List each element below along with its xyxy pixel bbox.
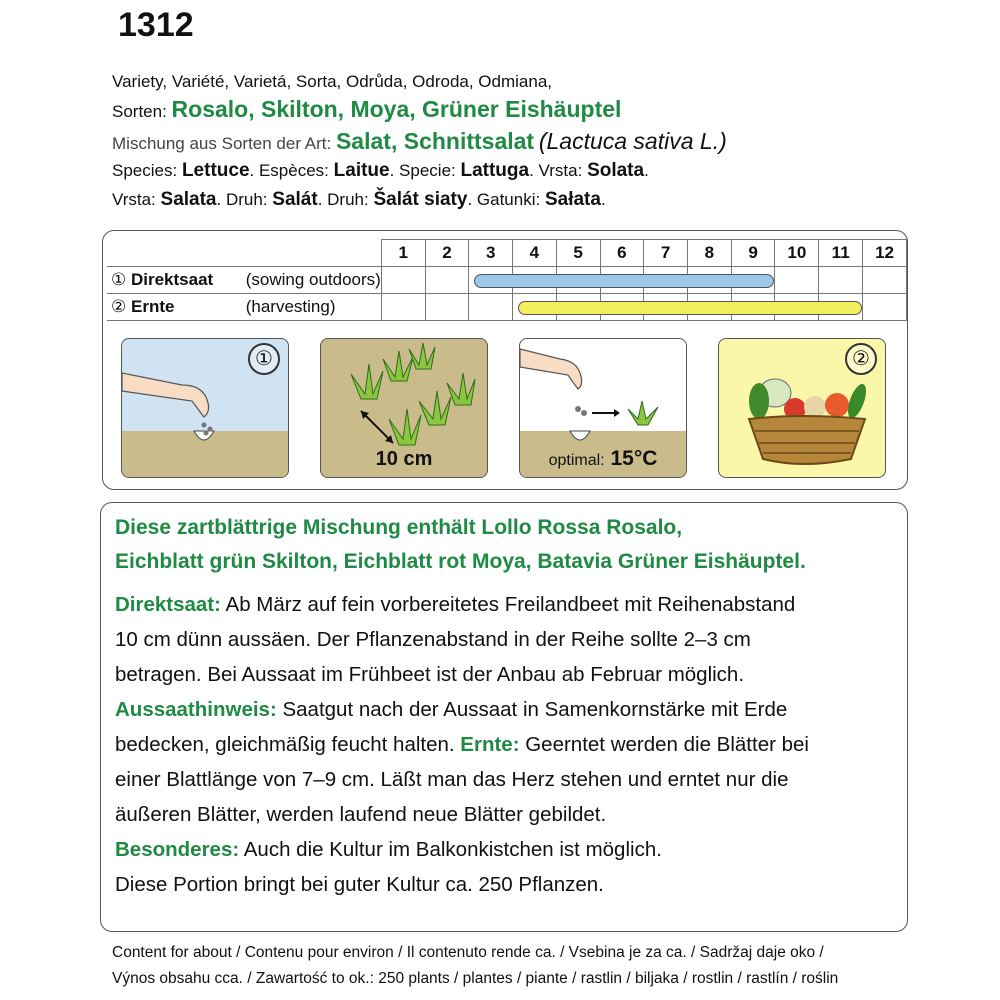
- tile-spacing: [320, 338, 488, 478]
- species-value-cs: Salát: [272, 189, 318, 210]
- species-value-sl: Solata: [587, 160, 645, 181]
- aussaat-label: Aussaathinweis:: [115, 698, 277, 721]
- month-3: 3: [469, 240, 513, 267]
- tile-sowing: [121, 338, 289, 478]
- calendar-header-row: [107, 240, 907, 267]
- species-value-it: Lattuga: [460, 160, 530, 181]
- aussaat-line-2: [115, 727, 809, 762]
- month-4: 4: [513, 240, 557, 267]
- month-9: 9: [731, 240, 775, 267]
- cal-cell: [381, 294, 425, 321]
- portion-text: Diese Portion bringt bei guter Kultur ca. 250 Pflanzen.: [115, 873, 604, 896]
- month-1: 1: [381, 240, 425, 267]
- species-line: Species: Lettuce. Espèces: Laitue. Specie: Lattuga. Vrsta: Solata.: [112, 160, 649, 181]
- mischung-value: Salat, Schnittsalat: [335, 128, 535, 154]
- direktsaat-label: Direktsaat:: [115, 593, 221, 616]
- latin-name: (Lactuca sativa L.): [538, 128, 727, 154]
- optimal-temperature: 15°C: [610, 447, 658, 470]
- month-8: 8: [687, 240, 731, 267]
- month-12: 12: [863, 240, 907, 267]
- cal-cell: [863, 267, 907, 294]
- description-intro: [115, 511, 806, 579]
- product-number: 1312: [118, 6, 194, 44]
- row-name-harvest: Ernte: [130, 297, 175, 316]
- season-bar-sowing: [474, 274, 774, 288]
- sowing-calendar-panel: [102, 230, 908, 490]
- cal-cell: [425, 294, 469, 321]
- badge-1-icon: ①: [111, 270, 127, 289]
- besonderes-text: Auch die Kultur im Balkonkistchen ist möglich.: [239, 838, 662, 861]
- month-10: 10: [775, 240, 819, 267]
- row-translation-harvest: (harvesting): [245, 297, 336, 316]
- row-label-harvest: [107, 294, 381, 321]
- month-11: 11: [819, 240, 863, 267]
- row-name-sowing: Direktsaat: [130, 270, 214, 289]
- description-box: [100, 502, 908, 932]
- intro-line-1: Diese zartblättrige Mischung enthält Lollo Rossa Rosalo,: [115, 516, 683, 539]
- cal-cell: [819, 267, 863, 294]
- species-label-en: Species:: [112, 161, 178, 180]
- description-body: [115, 587, 809, 902]
- direktsaat-line-1: [115, 587, 809, 622]
- footer-line-2: Výnos obsahu cca. / Zawartość to ok.: 250 plants / plantes / piante / rastlin / biljaka / rostlin / rastlín / roślin: [112, 970, 839, 987]
- ernte-text-3: äußeren Blätter, werden laufend neue Blätter gebildet.: [115, 803, 607, 826]
- mischung-line: [112, 128, 727, 155]
- direktsaat-text-3: betragen. Bei Aussaat im Frühbeet ist der Anbau ab Februar möglich.: [115, 663, 745, 686]
- species-value-fr: Laitue: [333, 160, 390, 181]
- month-6: 6: [600, 240, 644, 267]
- tile-spacing-caption: 10 cm: [375, 448, 433, 470]
- tile-temperature: [519, 338, 687, 478]
- species-line-2: Vrsta: Salata. Druh: Salát. Druh: Šalát siaty. Gatunki: Sałata.: [112, 189, 606, 210]
- direktsaat-text-1: Ab März auf fein vorbereitetes Freilandbeet mit Reihenabstand: [220, 593, 796, 616]
- tile-badge-2: ②: [845, 343, 877, 375]
- month-2: 2: [425, 240, 469, 267]
- cal-cell: [425, 267, 469, 294]
- sorten-line: [112, 96, 621, 123]
- badge-2-icon: ②: [111, 297, 127, 316]
- species-label-sl: Vrsta:: [538, 161, 583, 180]
- besonderes-line: [115, 832, 809, 867]
- species-value-hr: Salata: [160, 189, 217, 210]
- variety-languages: Variety, Variété, Varietá, Sorta, Odrůda, Odroda, Odmiana,: [112, 72, 553, 91]
- species-label-fr: Espèces:: [258, 161, 329, 180]
- species-label-cs: Druh:: [225, 190, 268, 209]
- footer-line-1: Content for about / Contenu pour environ / Il contenuto rende ca. / Vsebina je za ca. / Sadržaj daje oko /: [112, 944, 824, 961]
- tile-harvest: [718, 338, 886, 478]
- direktsaat-text-2: 10 cm dünn aussäen. Der Pflanzenabstand in der Reihe sollte 2–3 cm: [115, 628, 751, 651]
- species-label-hr: Vrsta:: [112, 190, 156, 209]
- species-label-pl: Gatunki:: [476, 190, 541, 209]
- cal-cell: [381, 267, 425, 294]
- ernte-text-1: Geerntet werden die Blätter bei: [519, 733, 809, 756]
- row-translation-sowing: (sowing outdoors): [245, 270, 381, 289]
- sorten-value: Rosalo, Skilton, Moya, Grüner Eishäuptel: [171, 96, 622, 122]
- species-value-sk: Šalát siaty: [373, 189, 468, 210]
- tile-temperature-caption: [520, 447, 686, 471]
- month-7: 7: [644, 240, 688, 267]
- cal-cell: [469, 294, 513, 321]
- cal-cell: [863, 294, 907, 321]
- aussaat-text-1: Saatgut nach der Aussaat in Samenkornstärke mit Erde: [276, 698, 788, 721]
- species-label-sk: Druh:: [327, 190, 369, 209]
- ernte-label: Ernte:: [460, 733, 520, 756]
- species-label-it: Specie:: [399, 161, 456, 180]
- tile-badge-1: ①: [248, 343, 280, 375]
- optimal-label: optimal:: [548, 452, 605, 469]
- aussaat-line-1: [115, 692, 809, 727]
- aussaat-text-2: bedecken, gleichmäßig feucht halten.: [115, 733, 461, 756]
- calendar-corner: [107, 240, 381, 267]
- month-5: 5: [556, 240, 600, 267]
- cal-cell: [775, 267, 819, 294]
- species-value-pl: Sałata: [544, 189, 601, 210]
- mischung-label: Mischung aus Sorten der Art:: [112, 134, 332, 153]
- row-label-sowing: [107, 267, 381, 294]
- sorten-label: Sorten:: [112, 102, 167, 121]
- season-bar-harvest: [518, 301, 862, 315]
- ernte-text-2: einer Blattlänge von 7–9 cm. Läßt man das Herz stehen und erntet nur die: [115, 768, 789, 791]
- intro-line-2: Eichblatt grün Skilton, Eichblatt rot Moya, Batavia Grüner Eishäuptel.: [115, 550, 806, 573]
- species-value-en: Lettuce: [181, 160, 250, 181]
- besonderes-label: Besonderes:: [115, 838, 240, 861]
